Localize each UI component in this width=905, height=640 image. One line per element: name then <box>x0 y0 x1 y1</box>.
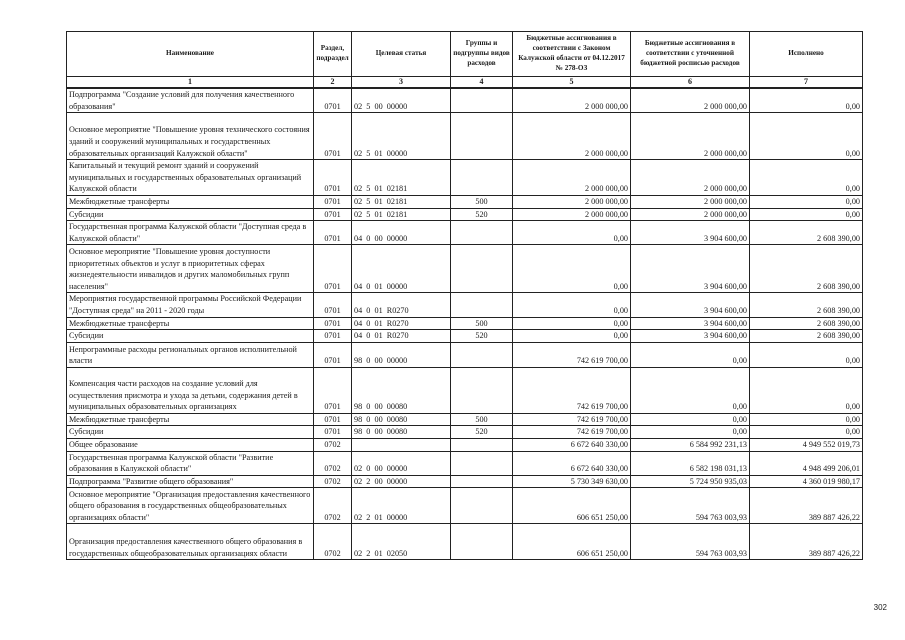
row-group-cell <box>451 293 513 317</box>
table-row <box>67 330 863 343</box>
row-refined-amount-cell: 2 000 000,00 <box>631 208 750 221</box>
row-law-amount-cell: 742 619 700,00 <box>513 426 631 439</box>
table-row <box>67 475 863 488</box>
row-target-cell: 04 0 01 R0270 <box>352 317 451 330</box>
column-number: 1 <box>67 77 314 89</box>
row-name-cell: Компенсация части расходов на создание условий для осуществления присмотра и ухода за детьми, содержания детей в муниципальных образовательных организациях <box>67 367 314 413</box>
table-row <box>67 426 863 439</box>
table-row <box>67 367 863 413</box>
row-razdel-cell: 0701 <box>314 245 352 293</box>
row-executed-amount-cell: 2 608 390,00 <box>750 293 863 317</box>
row-law-amount-cell: 606 651 250,00 <box>513 524 631 560</box>
column-number: 7 <box>750 77 863 89</box>
row-target-cell <box>352 438 451 451</box>
row-razdel-cell: 0701 <box>314 195 352 208</box>
row-refined-amount-cell: 0,00 <box>631 342 750 367</box>
row-law-amount-cell: 742 619 700,00 <box>513 367 631 413</box>
row-executed-amount-cell: 0,00 <box>750 113 863 160</box>
row-refined-amount-cell: 5 724 950 935,03 <box>631 475 750 488</box>
table-row <box>67 293 863 317</box>
row-target-cell: 98 0 00 00080 <box>352 426 451 439</box>
row-executed-amount-cell: 389 887 426,22 <box>750 488 863 524</box>
header-groups: Группы и подгруппы видов расходов <box>451 32 513 77</box>
row-refined-amount-cell: 3 904 600,00 <box>631 330 750 343</box>
row-executed-amount-cell: 4 949 552 019,73 <box>750 438 863 451</box>
row-target-cell: 02 5 01 02181 <box>352 160 451 196</box>
row-group-cell: 500 <box>451 317 513 330</box>
row-law-amount-cell: 742 619 700,00 <box>513 342 631 367</box>
row-group-cell: 500 <box>451 195 513 208</box>
row-name-cell: Субсидии <box>67 330 314 343</box>
row-law-amount-cell: 0,00 <box>513 330 631 343</box>
row-refined-amount-cell: 0,00 <box>631 367 750 413</box>
table-row <box>67 451 863 475</box>
row-law-amount-cell: 2 000 000,00 <box>513 208 631 221</box>
row-refined-amount-cell: 3 904 600,00 <box>631 293 750 317</box>
row-refined-amount-cell: 6 582 198 031,13 <box>631 451 750 475</box>
table-row <box>67 195 863 208</box>
row-group-cell: 520 <box>451 426 513 439</box>
row-target-cell: 04 0 00 00000 <box>352 221 451 245</box>
row-executed-amount-cell: 2 608 390,00 <box>750 221 863 245</box>
row-name-cell: Подпрограмма "Создание условий для получения качественного образования" <box>67 88 314 113</box>
header-law-allocation: Бюджетные ассигнования в соответствии с Законом Калужской области от 04.12.2017 № 278-ОЗ <box>513 32 631 77</box>
row-refined-amount-cell: 6 584 992 231,13 <box>631 438 750 451</box>
row-razdel-cell: 0701 <box>314 221 352 245</box>
row-law-amount-cell: 2 000 000,00 <box>513 160 631 196</box>
table-row <box>67 221 863 245</box>
row-law-amount-cell: 0,00 <box>513 317 631 330</box>
row-razdel-cell: 0702 <box>314 524 352 560</box>
table-row <box>67 160 863 196</box>
row-executed-amount-cell: 0,00 <box>750 342 863 367</box>
row-executed-amount-cell: 0,00 <box>750 208 863 221</box>
row-target-cell: 02 2 01 02050 <box>352 524 451 560</box>
row-target-cell: 98 0 00 00000 <box>352 342 451 367</box>
row-executed-amount-cell: 0,00 <box>750 426 863 439</box>
row-razdel-cell: 0701 <box>314 113 352 160</box>
row-refined-amount-cell: 2 000 000,00 <box>631 195 750 208</box>
row-group-cell <box>451 438 513 451</box>
row-name-cell: Государственная программа Калужской области "Доступная среда в Калужской области" <box>67 221 314 245</box>
row-razdel-cell: 0701 <box>314 160 352 196</box>
row-executed-amount-cell: 2 608 390,00 <box>750 330 863 343</box>
row-group-cell <box>451 113 513 160</box>
row-law-amount-cell: 742 619 700,00 <box>513 413 631 426</box>
row-target-cell: 04 0 01 R0270 <box>352 330 451 343</box>
row-target-cell: 98 0 00 00080 <box>352 413 451 426</box>
row-name-cell: Субсидии <box>67 426 314 439</box>
row-name-cell: Основное мероприятие "Организация предоставления качественного общего образования в государственных общеобразовательных организациях области" <box>67 488 314 524</box>
page-number: 302 <box>873 603 887 612</box>
row-group-cell <box>451 88 513 113</box>
row-name-cell: Основное мероприятие "Повышение уровня технического состояния зданий и сооружений муниципальных и государственных образовательных организаций Калужской области" <box>67 113 314 160</box>
row-law-amount-cell: 6 672 640 330,00 <box>513 438 631 451</box>
row-executed-amount-cell: 0,00 <box>750 195 863 208</box>
row-target-cell: 02 0 00 00000 <box>352 451 451 475</box>
row-name-cell: Общее образование <box>67 438 314 451</box>
row-razdel-cell: 0701 <box>314 367 352 413</box>
row-target-cell: 04 0 01 00000 <box>352 245 451 293</box>
row-razdel-cell: 0701 <box>314 426 352 439</box>
row-name-cell: Капитальный и текущий ремонт зданий и сооружений муниципальных и государственных образовательных организаций Калужской области <box>67 160 314 196</box>
row-group-cell <box>451 475 513 488</box>
row-name-cell: Подпрограмма "Развитие общего образования" <box>67 475 314 488</box>
row-name-cell: Основное мероприятие "Повышение уровня доступности приоритетных объектов и услуг в приоритетных сферах жизнедеятельности инвалидов и других маломобильных групп населения" <box>67 245 314 293</box>
row-law-amount-cell: 5 730 349 630,00 <box>513 475 631 488</box>
row-razdel-cell: 0701 <box>314 317 352 330</box>
row-target-cell: 02 5 00 00000 <box>352 88 451 113</box>
column-number: 2 <box>314 77 352 89</box>
row-name-cell: Межбюджетные трансферты <box>67 317 314 330</box>
header-target: Целевая статья <box>352 32 451 77</box>
row-refined-amount-cell: 594 763 003,93 <box>631 524 750 560</box>
row-group-cell <box>451 524 513 560</box>
row-razdel-cell: 0702 <box>314 438 352 451</box>
row-refined-amount-cell: 2 000 000,00 <box>631 113 750 160</box>
table-row <box>67 88 863 113</box>
table-body <box>67 88 863 560</box>
row-refined-amount-cell: 3 904 600,00 <box>631 221 750 245</box>
row-razdel-cell: 0702 <box>314 451 352 475</box>
row-law-amount-cell: 2 000 000,00 <box>513 195 631 208</box>
table-row <box>67 208 863 221</box>
row-law-amount-cell: 6 672 640 330,00 <box>513 451 631 475</box>
row-name-cell: Межбюджетные трансферты <box>67 195 314 208</box>
table-row <box>67 342 863 367</box>
row-razdel-cell: 0701 <box>314 293 352 317</box>
row-target-cell: 02 5 01 00000 <box>352 113 451 160</box>
row-razdel-cell: 0702 <box>314 475 352 488</box>
row-name-cell: Непрограммные расходы региональных органов исполнительной власти <box>67 342 314 367</box>
row-refined-amount-cell: 594 763 003,93 <box>631 488 750 524</box>
row-executed-amount-cell: 0,00 <box>750 160 863 196</box>
table-row <box>67 413 863 426</box>
row-razdel-cell: 0701 <box>314 413 352 426</box>
row-name-cell: Организация предоставления качественного общего образования в государственных общеобразовательных организациях области <box>67 524 314 560</box>
row-group-cell: 520 <box>451 330 513 343</box>
row-executed-amount-cell: 4 360 019 980,17 <box>750 475 863 488</box>
row-refined-amount-cell: 0,00 <box>631 426 750 439</box>
row-target-cell: 98 0 00 00080 <box>352 367 451 413</box>
header-refined-allocation: Бюджетные ассигнования в соответствии с уточненной бюджетной росписью расходов <box>631 32 750 77</box>
table-header <box>67 32 863 89</box>
row-executed-amount-cell: 389 887 426,22 <box>750 524 863 560</box>
row-group-cell <box>451 245 513 293</box>
row-razdel-cell: 0701 <box>314 330 352 343</box>
row-razdel-cell: 0701 <box>314 342 352 367</box>
row-group-cell <box>451 451 513 475</box>
header-executed: Исполнено <box>750 32 863 77</box>
header-razdel: Раздел, подраздел <box>314 32 352 77</box>
row-group-cell: 520 <box>451 208 513 221</box>
row-executed-amount-cell: 0,00 <box>750 88 863 113</box>
row-law-amount-cell: 0,00 <box>513 245 631 293</box>
row-group-cell <box>451 221 513 245</box>
row-executed-amount-cell: 4 948 499 206,01 <box>750 451 863 475</box>
row-razdel-cell: 0701 <box>314 88 352 113</box>
row-executed-amount-cell: 2 608 390,00 <box>750 245 863 293</box>
table-row <box>67 438 863 451</box>
row-refined-amount-cell: 0,00 <box>631 413 750 426</box>
row-name-cell: Государственная программа Калужской области "Развитие образования в Калужской области" <box>67 451 314 475</box>
row-refined-amount-cell: 3 904 600,00 <box>631 317 750 330</box>
row-razdel-cell: 0702 <box>314 488 352 524</box>
row-executed-amount-cell: 0,00 <box>750 413 863 426</box>
row-group-cell <box>451 488 513 524</box>
row-target-cell: 02 5 01 02181 <box>352 208 451 221</box>
row-group-cell <box>451 367 513 413</box>
table-row <box>67 317 863 330</box>
row-law-amount-cell: 0,00 <box>513 293 631 317</box>
table-row <box>67 524 863 560</box>
row-name-cell: Мероприятия государственной программы Российской Федерации "Доступная среда" на 2011 - 2020 годы <box>67 293 314 317</box>
row-name-cell: Субсидии <box>67 208 314 221</box>
table-row <box>67 245 863 293</box>
row-target-cell: 04 0 01 R0270 <box>352 293 451 317</box>
row-name-cell: Межбюджетные трансферты <box>67 413 314 426</box>
table-row <box>67 113 863 160</box>
row-law-amount-cell: 0,00 <box>513 221 631 245</box>
row-razdel-cell: 0701 <box>314 208 352 221</box>
row-executed-amount-cell: 0,00 <box>750 367 863 413</box>
row-law-amount-cell: 606 651 250,00 <box>513 488 631 524</box>
column-number: 5 <box>513 77 631 89</box>
row-group-cell <box>451 160 513 196</box>
budget-table <box>66 31 863 560</box>
row-target-cell: 02 5 01 02181 <box>352 195 451 208</box>
column-number: 6 <box>631 77 750 89</box>
row-law-amount-cell: 2 000 000,00 <box>513 88 631 113</box>
row-executed-amount-cell: 2 608 390,00 <box>750 317 863 330</box>
row-refined-amount-cell: 2 000 000,00 <box>631 88 750 113</box>
row-group-cell: 500 <box>451 413 513 426</box>
row-law-amount-cell: 2 000 000,00 <box>513 113 631 160</box>
row-refined-amount-cell: 3 904 600,00 <box>631 245 750 293</box>
row-target-cell: 02 2 00 00000 <box>352 475 451 488</box>
row-group-cell <box>451 342 513 367</box>
column-number: 4 <box>451 77 513 89</box>
row-refined-amount-cell: 2 000 000,00 <box>631 160 750 196</box>
table-row <box>67 488 863 524</box>
column-number: 3 <box>352 77 451 89</box>
header-name: Наименование <box>67 32 314 77</box>
row-target-cell: 02 2 01 00000 <box>352 488 451 524</box>
